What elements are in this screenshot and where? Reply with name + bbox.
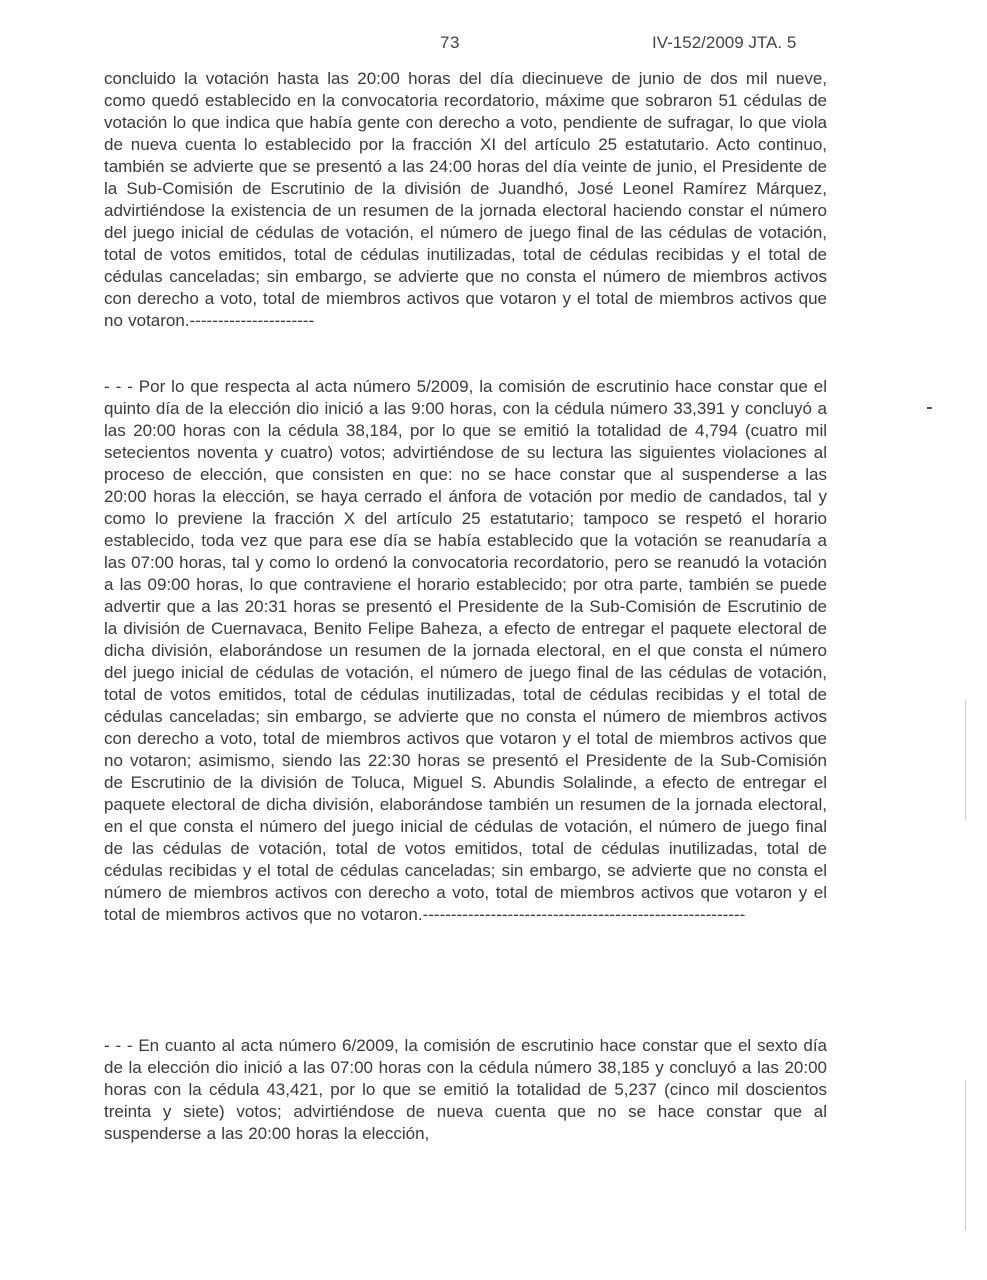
paragraph-acta-5: - - - Por lo que respecta al acta número 5/2009, la comisión de escrutinio hace constar que el quinto día de la elección dio inició a las 9:00 horas, con la cédula número 33,391 y concluyó a las 20:00 horas con la cédula 38,184, por lo que se emitió la totalidad de 4,794 (cuatro mil setecientos noventa y cuatro) votos; advirtiéndose de su lectura las siguientes violaciones al proceso de elección, que consisten en que: no se hace constar que al suspenderse a las 20:00 horas la elección, se haya cerrado el ánfora de votación por medio de candados, tal y como lo previene la fracción X del artículo 25 estatutario; tampoco se respetó el horario establecido, toda vez que para ese día se había establecido que la votación se reanudaría a las 07:00 horas, tal y como lo ordenó la convocatoria recordatorio, pero se reanudó la votación a las 09:00 horas, lo que contraviene el horario establecido; por otra parte, también se puede advertir que a las 20:31 horas se presentó el Presidente de la Sub-Comisión de Escrutinio de la división de Cuernavaca, Benito Felipe Baheza, a efecto de entregar el paquete electoral de dicha división, elaborándose un resumen de la jornada electoral, en el que consta el número del juego inicial de cédulas de votación, el número de juego final de las cédulas de votación, total de votos emitidos, total de cédulas inutilizadas, total de cédulas recibidas y el total de cédulas canceladas; sin embargo, se advierte que no consta el número de miembros activos con derecho a voto, total de miembros activos que votaron y el total de miembros activos que no votaron; asimismo, siendo las 22:30 horas se presentó el Presidente de la Sub-Comisión de Escrutinio de la división de Toluca, Miguel S. Abundis Solalinde, a efecto de entregar el paquete electoral de dicha división, elaborándose también un resumen de la jornada electoral, en el que consta el número del juego inicial de cédulas de votación, el número de juego final de las cédulas de votación, total de votos emitidos, total de cédulas inutilizadas, total de cédulas recibidas y el total de cédulas canceladas; sin embargo, se advierte que no consta el número de miembros activos con derecho a voto, total de miembros activos que votaron y el total de miembros activos que no votaron.---------------------------------------------------------	[104, 377, 827, 924]
paragraph-continuation: concluido la votación hasta las 20:00 horas del día diecinueve de junio de dos mil nueve, como quedó establecido en la convocatoria recordatorio, máxime que sobraron 51 cédulas de votación lo que indica que había gente con derecho a voto, pendiente de sufragar, lo que viola de nueva cuenta lo establecido por la fracción XI del artículo 25 estatutario. Acto continuo, también se advierte que se presentó a las 24:00 horas del día veinte de junio, el Presidente de la Sub-Comisión de Escrutinio de la división de Juandhó, José Leonel Ramírez Márquez, advirtiéndose la existencia de un resumen de la jornada electoral haciendo constar el número del juego inicial de cédulas de votación, el número de juego final de las cédulas de votación, total de votos emitidos, total de cédulas inutilizadas, total de cédulas recibidas y el total de cédulas canceladas; sin embargo, se advierte que no consta el número de miembros activos con derecho a voto, total de miembros activos que votaron y el total de miembros activos que no votaron.----------------------	[104, 69, 827, 330]
page-number: 73	[440, 33, 460, 52]
scan-edge-mark	[965, 1080, 966, 1230]
scan-edge-mark	[965, 700, 966, 820]
paragraph-acta-6: - - - En cuanto al acta número 6/2009, la comisión de escrutinio hace constar que el sexto día de la elección dio inició a las 07:00 horas con la cédula número 38,185 y concluyó a las 20:00 horas con la cédula 43,421, por lo que se emitió la totalidad de 5,237 (cinco mil doscientos treinta y siete) votos; advirtiéndose de nueva cuenta que no se hace constar que al suspenderse a las 20:00 horas la elección,	[104, 1036, 827, 1143]
scan-speck	[927, 407, 932, 409]
case-number: IV-152/2009 JTA. 5	[652, 33, 797, 52]
